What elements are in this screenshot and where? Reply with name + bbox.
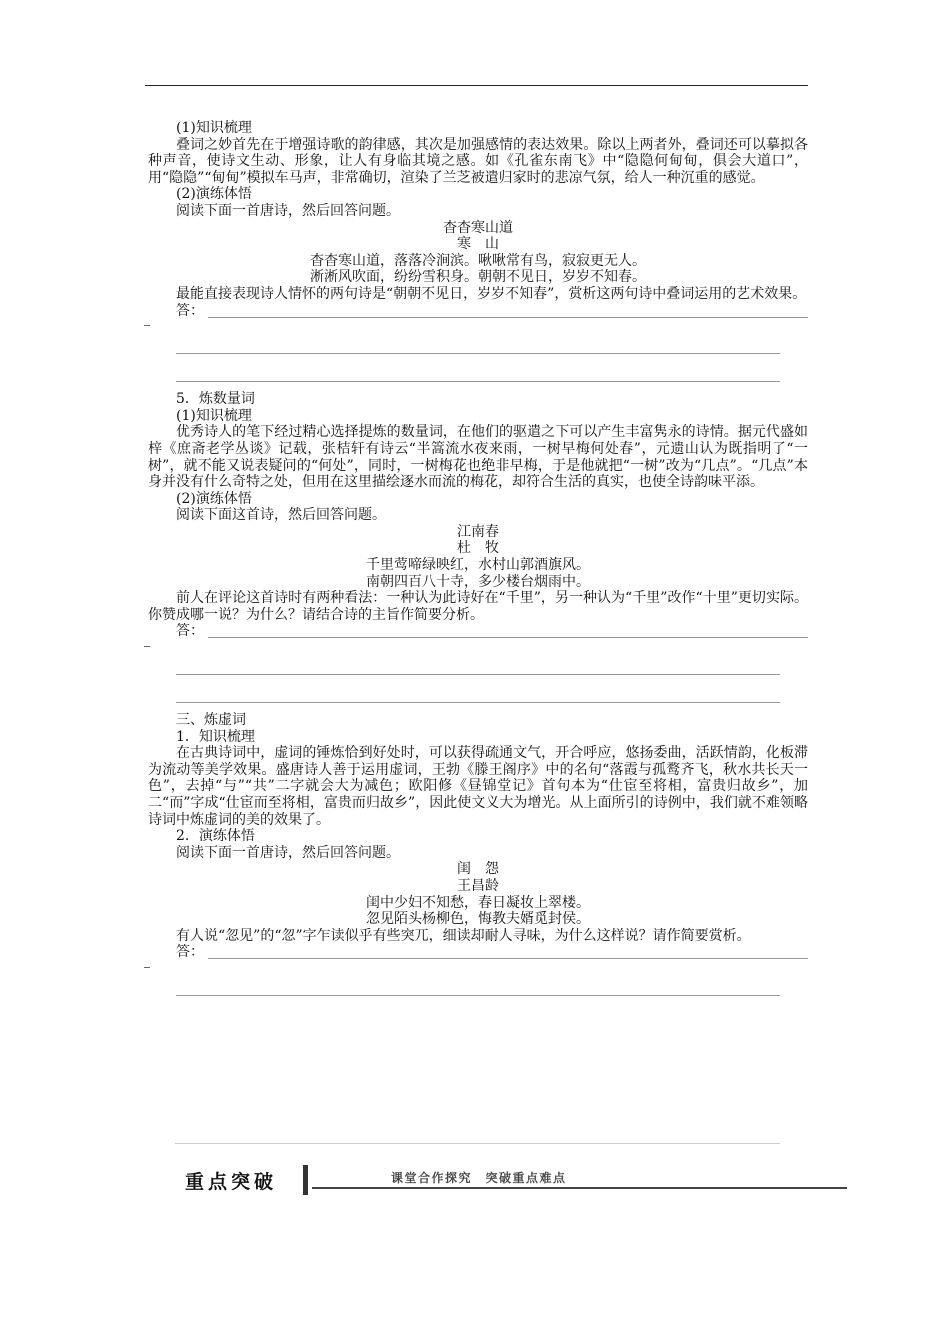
answer-line[interactable] [148,684,808,712]
banner-subtitle: 课堂合作探究 突破重点难点 [391,1171,567,1185]
knowledge-heading: 1．知识梳理 [176,728,255,745]
poem-line: 千里莺啼绿映红，水村山郭酒旗风。 [366,557,590,574]
knowledge-heading: (1)知识梳理 [176,120,252,136]
poem-title: 杳杳寒山道 [443,219,513,236]
answer-line[interactable] [148,335,808,363]
instruction: 阅读下面这首诗，然后回答问题。 [176,507,386,524]
poem-title: 闺 怨 [457,861,499,878]
poem-title: 江南春 [457,523,499,540]
knowledge-text: 叠词之妙首先在于增强诗歌的韵律感，其次是加强感情的表达效果。除以上两者外，叠词还可以摹拟各种声音，使诗文生动、形象，让人有身临其境之感。如《孔雀东南飞》中“隐隐何甸甸，俱会大道口”，用“隐隐”“甸甸”模拟车马声，非常确切，渲染了兰芝被遣归家时的悲凉气氛，给人一种沉重的感觉。 [148,136,808,186]
knowledge-text: 在古典诗词中，虚词的锤炼恰到好处时，可以获得疏通文气，开合呼应，悠扬委曲，活跃情韵，化板滞为流动等美学效果。盛唐诗人善于运用虚词，王勃《滕王阁序》中的名句“落霞与孤鹜齐飞，秋水共长天一色”，去掉“与”“共”二字就会大为减色；欧阳修《昼锦堂记》首句本为“仕宦至将相，富贵归故乡”，加二“而”字成“仕宦而至将相，富贵而归故乡”，因此使文义大为增光。从上面所引的诗例中，我们就不难领略诗词中炼虚词的美的效果了。 [148,745,808,828]
instruction: 阅读下面一首唐诗，然后回答问题。 [176,202,400,219]
answer-label: 答： [176,623,204,640]
knowledge-text: 优秀诗人的笔下经过精心选择提炼的数量词，在他们的驱遣之下可以产生丰富隽永的诗情。据元代盛如梓《庶斋老学丛谈》记载，张桔轩有诗云“半篙流水夜来雨，一树早梅何处春”，元遗山认为既指明了“一树”，就不能又说表疑问的“何处”，同时，一树梅花也绝非早梅，于是他就把“一树”改为“几点”。“几点”本身并没有什么奇特之处，但用在这里描绘逐水而流的梅花，却符合生活的真实，也使全诗韵味平添。 [148,424,808,491]
question: 最能直接表现诗人情怀的两句诗是“朝朝不见日，岁岁不知春”，赏析这两句诗中叠词运用的艺术效果。 [176,285,807,302]
answer-line[interactable] [148,977,808,1005]
answer-label: 答： [176,944,204,961]
instruction: 阅读下面一首唐诗，然后回答问题。 [176,844,400,861]
poem-author: 王昌龄 [457,877,499,894]
answer-line[interactable] [148,656,808,684]
section-banner [175,1165,847,1197]
banner-rule [312,1187,847,1189]
answer-field[interactable] [148,303,808,320]
poem-line: 闺中少妇不知愁，春日凝妆上翠楼。 [366,894,590,911]
answer-line [208,637,808,638]
question: 前人在评论这首诗时有两种看法：一种认为此诗好在“千里”，另一种认为“千里”改作“十里”更切实际。你赞成哪一说？为什么？请结合诗的主旨作简要分析。 [148,590,808,623]
practice-heading: (2)演练体悟 [176,186,252,203]
document-body [148,120,808,1005]
poem-author: 寒 山 [457,236,499,253]
answer-line[interactable] [148,363,808,391]
knowledge-heading: (1)知识梳理 [176,407,252,424]
practice-heading: (2)演练体悟 [176,490,252,507]
dash-mark [148,640,808,656]
answer-line [208,317,808,318]
answer-field[interactable] [148,944,808,961]
section-heading: 5．炼数量词 [176,391,255,408]
dash-mark [148,961,808,977]
poem-line: 南朝四百八十寺，多少楼台烟雨中。 [366,573,590,590]
banner-divider [303,1165,308,1195]
answer-field[interactable] [148,623,808,640]
question: 有人说“忽见”的“忽”字乍读似乎有些突兀，细读却耐人寻味，为什么这样说？请作简要赏析。 [176,927,751,944]
poem-author: 杜 牧 [457,540,499,557]
answer-line [208,958,808,959]
header-rule [145,85,808,86]
section-heading: 三、炼虚词 [176,712,246,729]
poem-line: 杳杳寒山道，落落冷涧滨。啾啾常有鸟，寂寂更无人。 [310,252,646,269]
answer-label: 答： [176,302,204,319]
banner-title: 重点突破 [185,1171,278,1193]
banner-top-rule [175,1143,780,1144]
poem-line: 淅淅风吹面，纷纷雪积身。朝朝不见日，岁岁不知春。 [310,269,646,286]
poem-line: 忽见陌头杨柳色，悔教夫婿觅封侯。 [366,911,590,928]
dash-mark [148,319,808,335]
practice-heading: 2．演练体悟 [176,828,255,845]
